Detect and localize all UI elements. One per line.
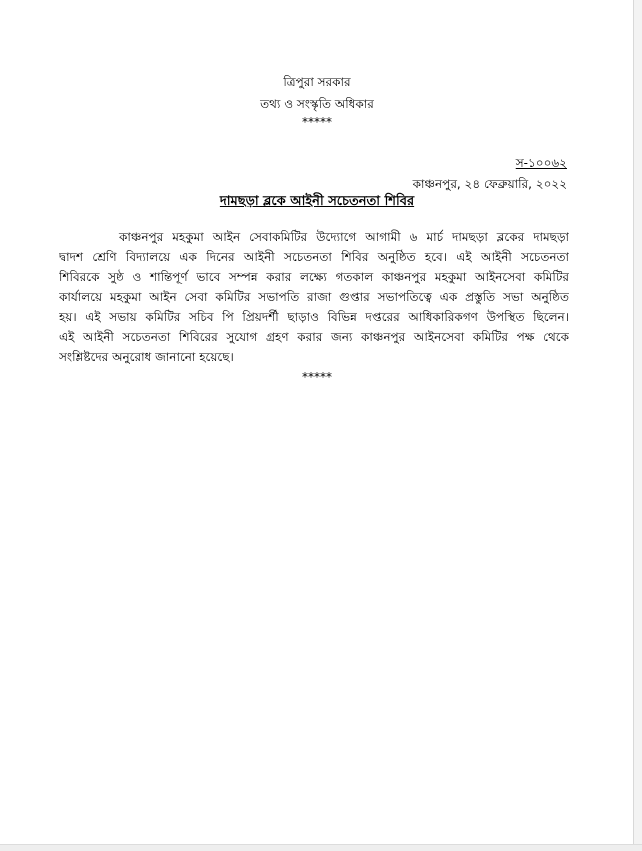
body-line: এই আইনী সচেতনতা শিবিরের সুযোগ গ্রহণ করার জন্য কাঞ্চনপুর আইনসেবা কমিটির পক্ষ থেকে: [59, 330, 569, 344]
press-release-headline: দামছড়া ব্লকে আইনী সচেতনতা শিবির: [219, 194, 415, 209]
body-line: হয়। এই সভায় কমিটির সচিব পি প্রিয়দর্শী ছাড়াও বিভিন্ন দপ্তরের আধিকারিকগণ উপস্থিত ছিলেন।: [59, 310, 569, 324]
government-title: ত্রিপুরা সরকার: [283, 75, 351, 89]
body-line: শিবিরকে সুষ্ঠ ও শান্তিপূর্ণ ভাবে সম্পন্ন করার লক্ষ্যে গতকাল কাঞ্চনপুর মহকুমা আইনসেবা কমিটির: [59, 270, 569, 284]
body-line: কার্যালয়ে মহকুমা আইন সেবা কমিটির সভাপতি রাজা গুপ্তার সভাপতিত্বে এক প্রস্তুতি সভা অনুষ্ঠিত: [59, 290, 569, 304]
department-title: তথ্য ও সংস্কৃতি অধিকার: [260, 97, 374, 111]
reference-number: স-১০০৬২: [515, 156, 567, 170]
body-line: সংশ্লিষ্টদের অনুরোধ জানানো হয়েছে।: [59, 350, 234, 364]
body-line: দ্বাদশ শ্রেণি বিদ্যালয়ে এক দিনের আইনী সচেতনতা শিবির অনুষ্ঠিত হবে। এই আইনী সচেতনতা: [59, 250, 569, 264]
footer-separator: *****: [302, 370, 332, 384]
press-release-body: [59, 227, 569, 367]
place-date: কাঞ্চনপুর, ২৪ ফেব্রুয়ারি, ২০২২: [412, 177, 567, 191]
header-separator: *****: [302, 115, 332, 129]
page-edge-shadow: [634, 0, 642, 850]
body-line: কাঞ্চনপুর মহকুমা আইন সেবাকমিটির উদ্যোগে আগামী ৬ মার্চ দামছড়া ব্লকের দামছড়া: [119, 230, 569, 244]
